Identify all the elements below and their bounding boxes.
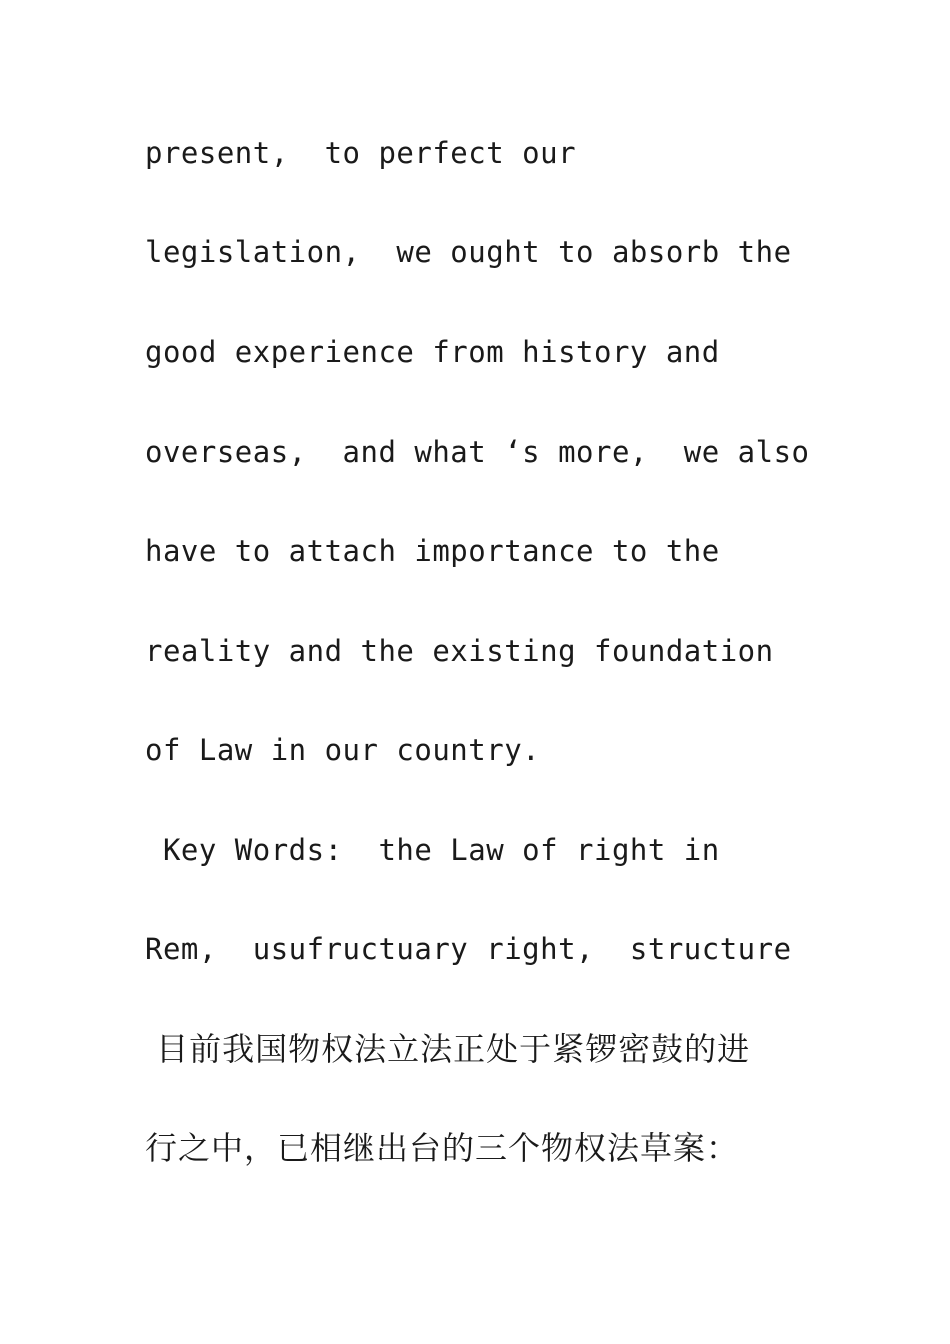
text-line-5: have to attach importance to the xyxy=(145,534,720,568)
text-line-2: legislation, we ought to absorb the xyxy=(145,235,792,269)
text-line-4: overseas, and what ‘s more, we also xyxy=(145,435,810,469)
text-line-1: present, to perfect our xyxy=(145,136,577,170)
keywords-line: Key Words: the Law of right in xyxy=(145,833,720,867)
text-line-3: good experience from history and xyxy=(145,335,720,369)
text-line-6: reality and the existing foundation xyxy=(145,634,774,668)
keywords-line-continued: Rem, usufructuary right, structure xyxy=(145,932,792,966)
text-line-7: of Law in our country. xyxy=(145,733,541,767)
chinese-paragraph-line-2: 行之中，已相继出台的三个物权法草案： xyxy=(145,1129,740,1167)
chinese-paragraph-line-1: 目前我国物权法立法正处于紧锣密鼓的进 xyxy=(145,1030,751,1068)
